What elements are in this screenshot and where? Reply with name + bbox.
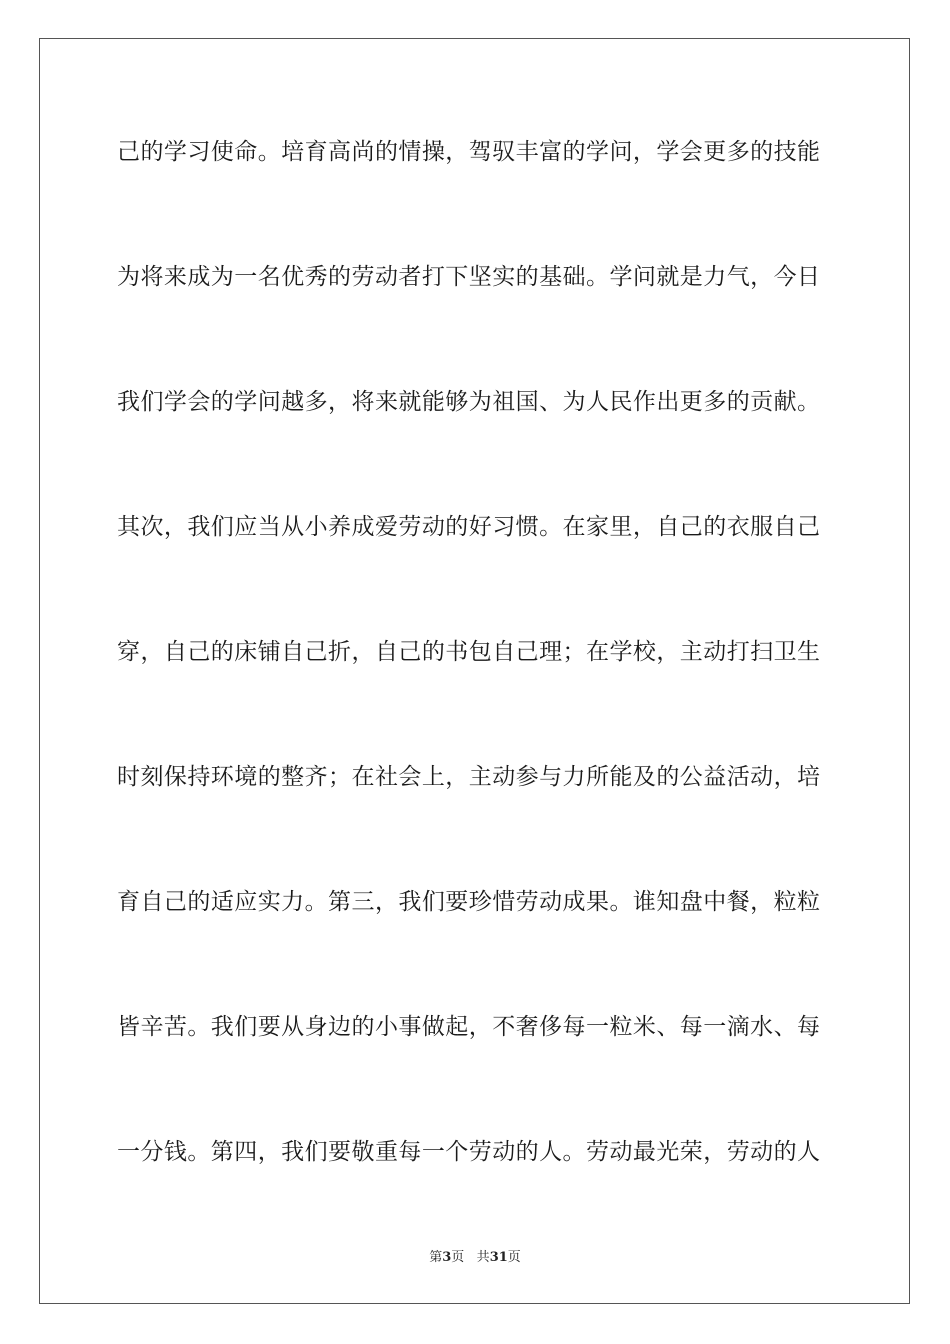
page-suffix: 页: [451, 1250, 465, 1265]
current-page-number: 3: [442, 1250, 452, 1265]
text-line: 其次，我们应当从小养成爱劳动的好习惯。在家里，自己的衣服自己: [117, 514, 821, 540]
body-text: [117, 127, 833, 1252]
text-line: 育自己的适应实力。第三，我们要珍惜劳动成果。谁知盘中餐，粒粒: [117, 889, 821, 915]
text-line: 一分钱。第四，我们要敬重每一个劳动的人。劳动最光荣，劳动的人: [117, 1139, 821, 1165]
total-suffix: 页: [507, 1250, 521, 1265]
text-line: 皆辛苦。我们要从身边的小事做起，不奢侈每一粒米、每一滴水、每: [117, 1014, 821, 1040]
page-footer: [0, 1246, 950, 1265]
total-prefix: 共: [476, 1250, 490, 1265]
text-line: 己的学习使命。培育高尚的情操，驾驭丰富的学问，学会更多的技能: [117, 139, 821, 165]
text-line: 为将来成为一名优秀的劳动者打下坚实的基础。学问就是力气，今日: [117, 264, 821, 290]
total-pages-number: 31: [489, 1250, 508, 1265]
page-prefix: 第: [429, 1250, 443, 1265]
text-line: 时刻保持环境的整齐；在社会上，主动参与力所能及的公益活动，培: [117, 764, 821, 790]
text-line: 我们学会的学问越多，将来就能够为祖国、为人民作出更多的贡献。: [117, 389, 821, 415]
text-line: 穿，自己的床铺自己折，自己的书包自己理；在学校，主动打扫卫生: [117, 639, 821, 665]
